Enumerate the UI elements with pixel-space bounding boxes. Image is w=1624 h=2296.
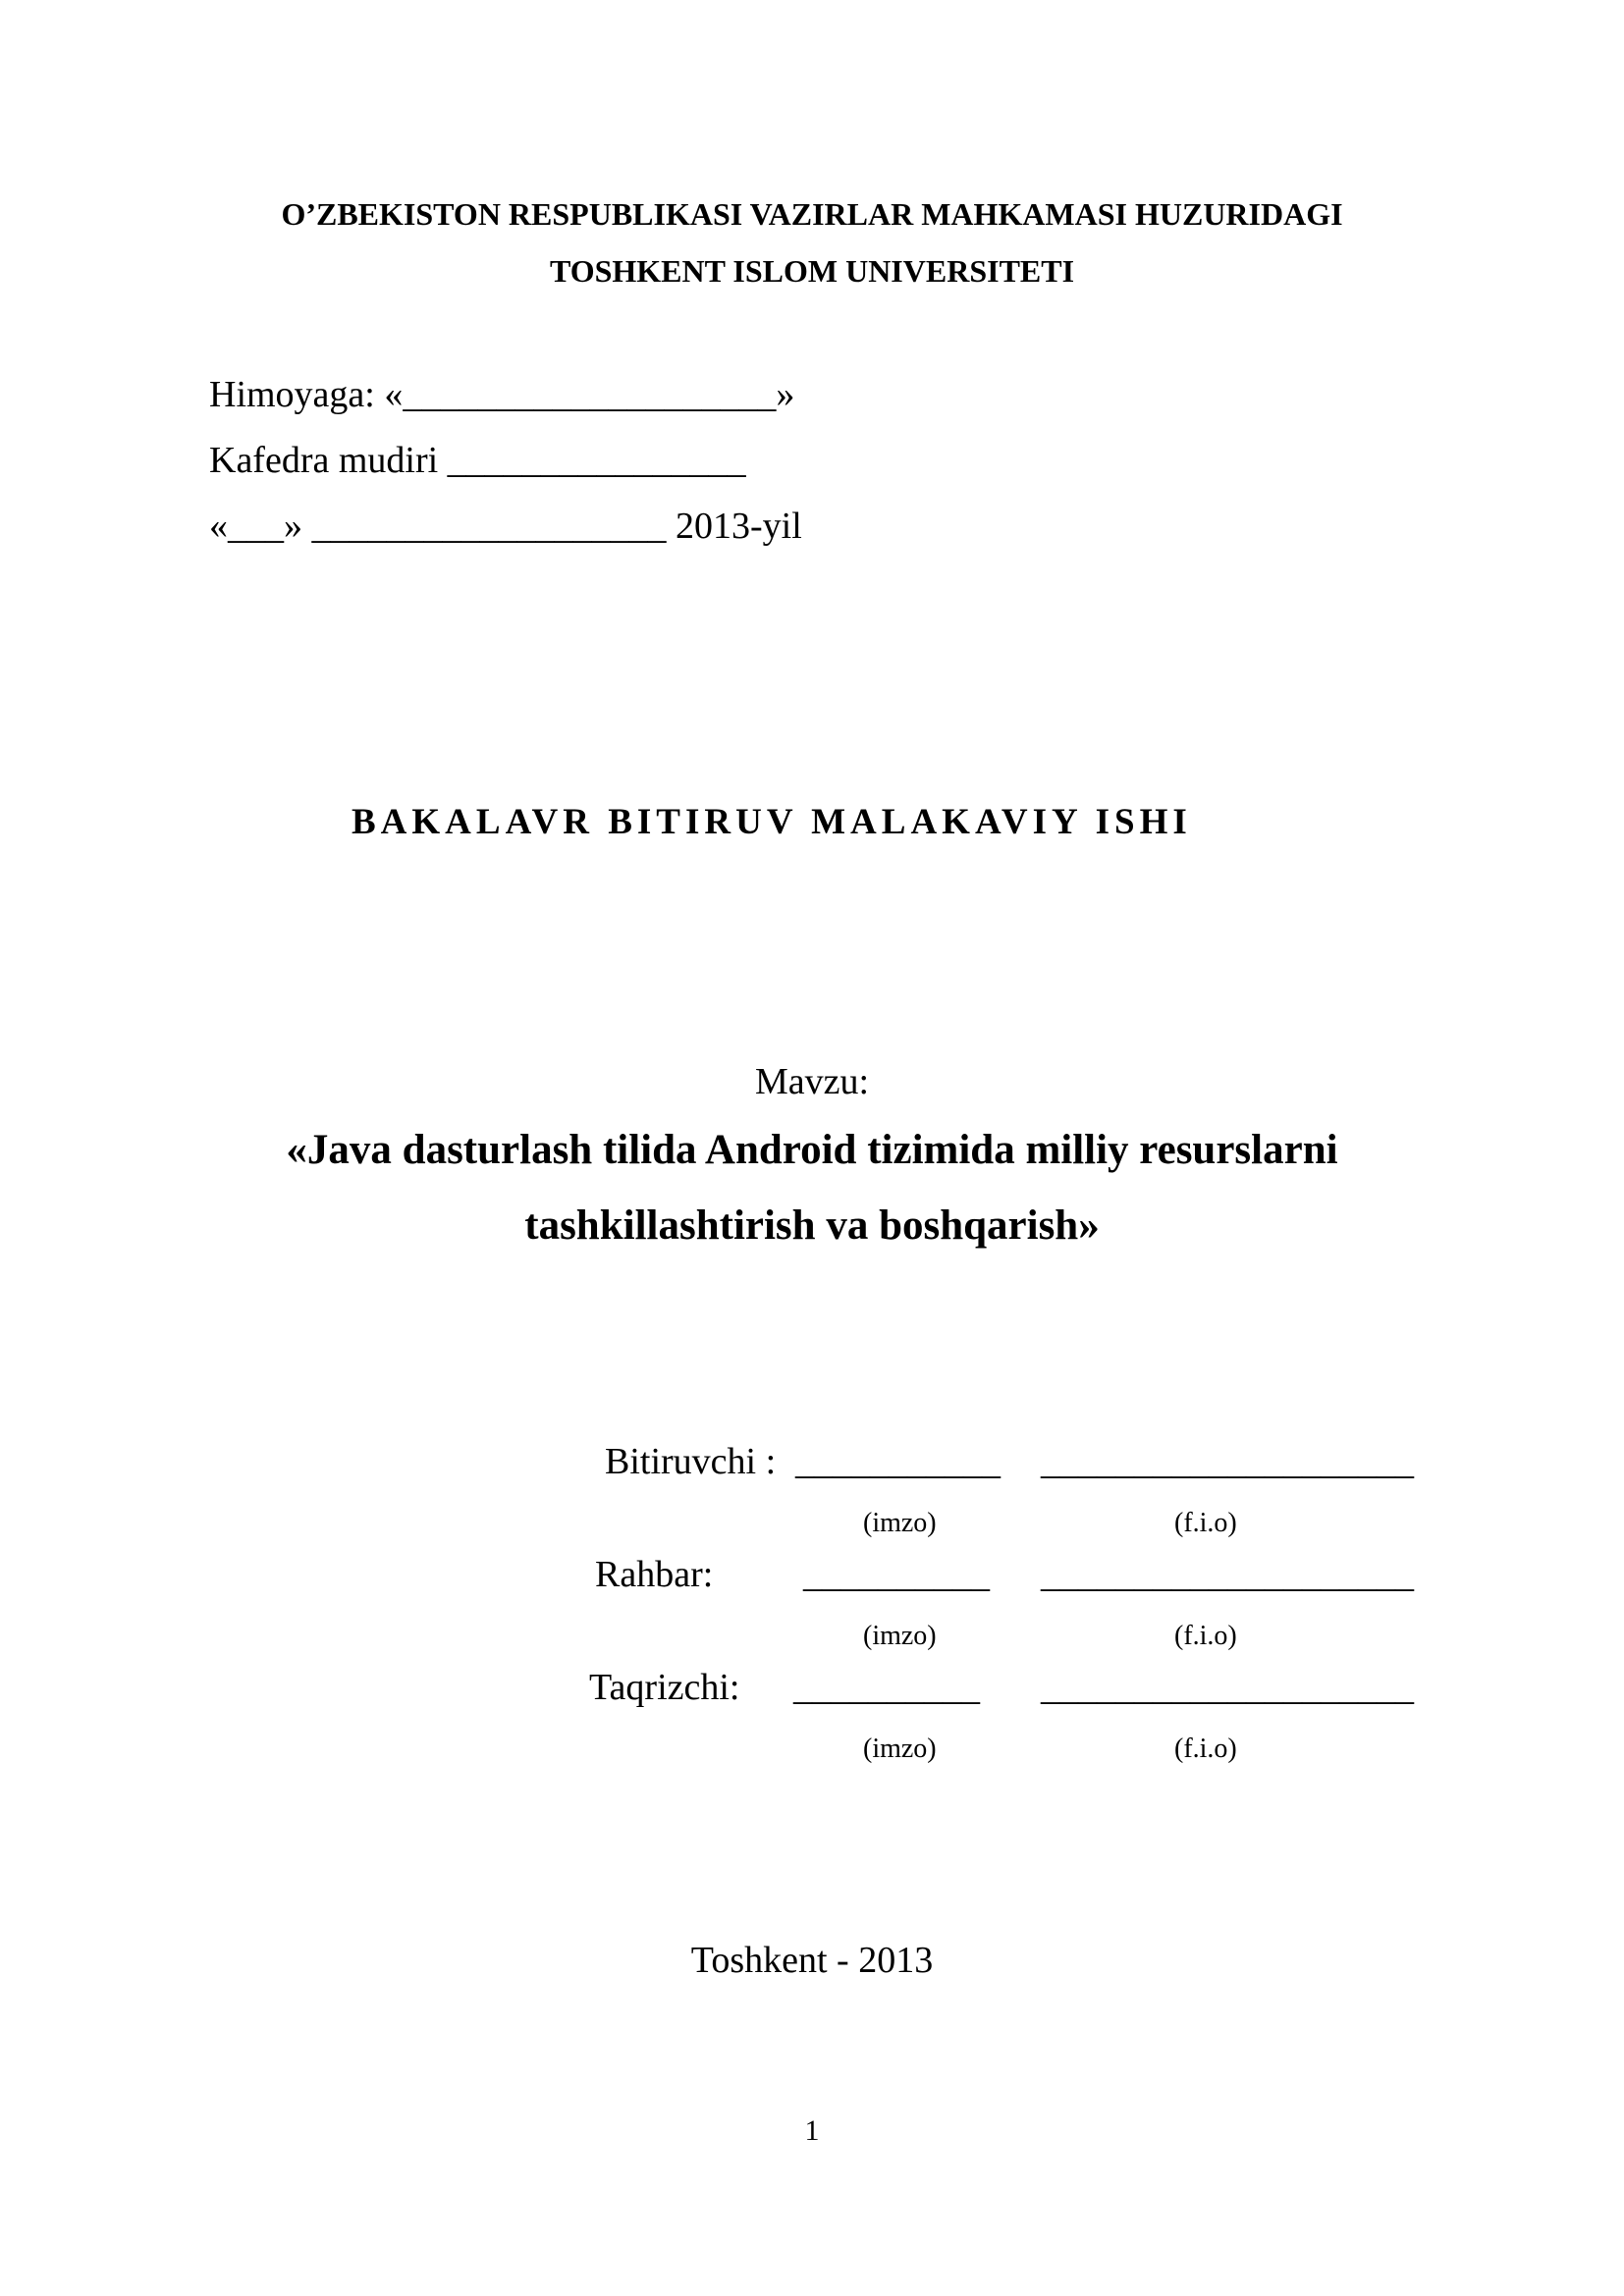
- graduate-signature-caption: (imzo): [863, 1508, 937, 1538]
- reviewer-label: Taqrizchi:: [589, 1667, 740, 1708]
- topic-label: Mavzu:: [754, 1061, 870, 1102]
- page-number: 1: [804, 2114, 820, 2147]
- work-type-title: BAKALAVR BITIRUV MALAKAVIY ISHI: [352, 802, 1192, 842]
- reviewer-name-caption: (f.i.o): [1174, 1734, 1237, 1764]
- topic-title-line-2: tashkillashtirish va boshqarish»: [524, 1202, 1100, 1249]
- institution-line-1: O’ZBEKISTON RESPUBLIKASI VAZIRLAR MAHKAMASI HUZURIDAGI: [281, 196, 1343, 232]
- graduate-name-caption: (f.i.o): [1174, 1508, 1237, 1538]
- graduate-label: Bitiruvchi :: [605, 1441, 777, 1482]
- topic-title-line-1: «Java dasturlash tilida Android tizimida milliy resurslarni: [286, 1127, 1338, 1173]
- supervisor-signature-blank: __________: [803, 1554, 990, 1595]
- institution-line-2: TOSHKENT ISLOM UNIVERSITETI: [549, 253, 1075, 289]
- supervisor-signature-caption: (imzo): [863, 1621, 937, 1651]
- reviewer-name-blank: ____________________: [1041, 1667, 1414, 1708]
- supervisor-name-caption: (f.i.o): [1174, 1621, 1237, 1651]
- supervisor-label: Rahbar:: [595, 1554, 714, 1595]
- graduate-signature-blank: ___________: [795, 1441, 1001, 1482]
- reviewer-signature-blank: __________: [793, 1667, 980, 1708]
- approval-date-line: «___» ___________________ 2013-yil: [209, 506, 802, 547]
- graduate-name-blank: ____________________: [1041, 1441, 1414, 1482]
- department-head-line: Kafedra mudiri ________________: [209, 440, 746, 481]
- city-and-year: Toshkent - 2013: [690, 1940, 934, 1981]
- reviewer-signature-caption: (imzo): [863, 1734, 937, 1764]
- defense-approval-line: Himoyaga: «____________________»: [209, 374, 795, 415]
- supervisor-name-blank: ____________________: [1041, 1554, 1414, 1595]
